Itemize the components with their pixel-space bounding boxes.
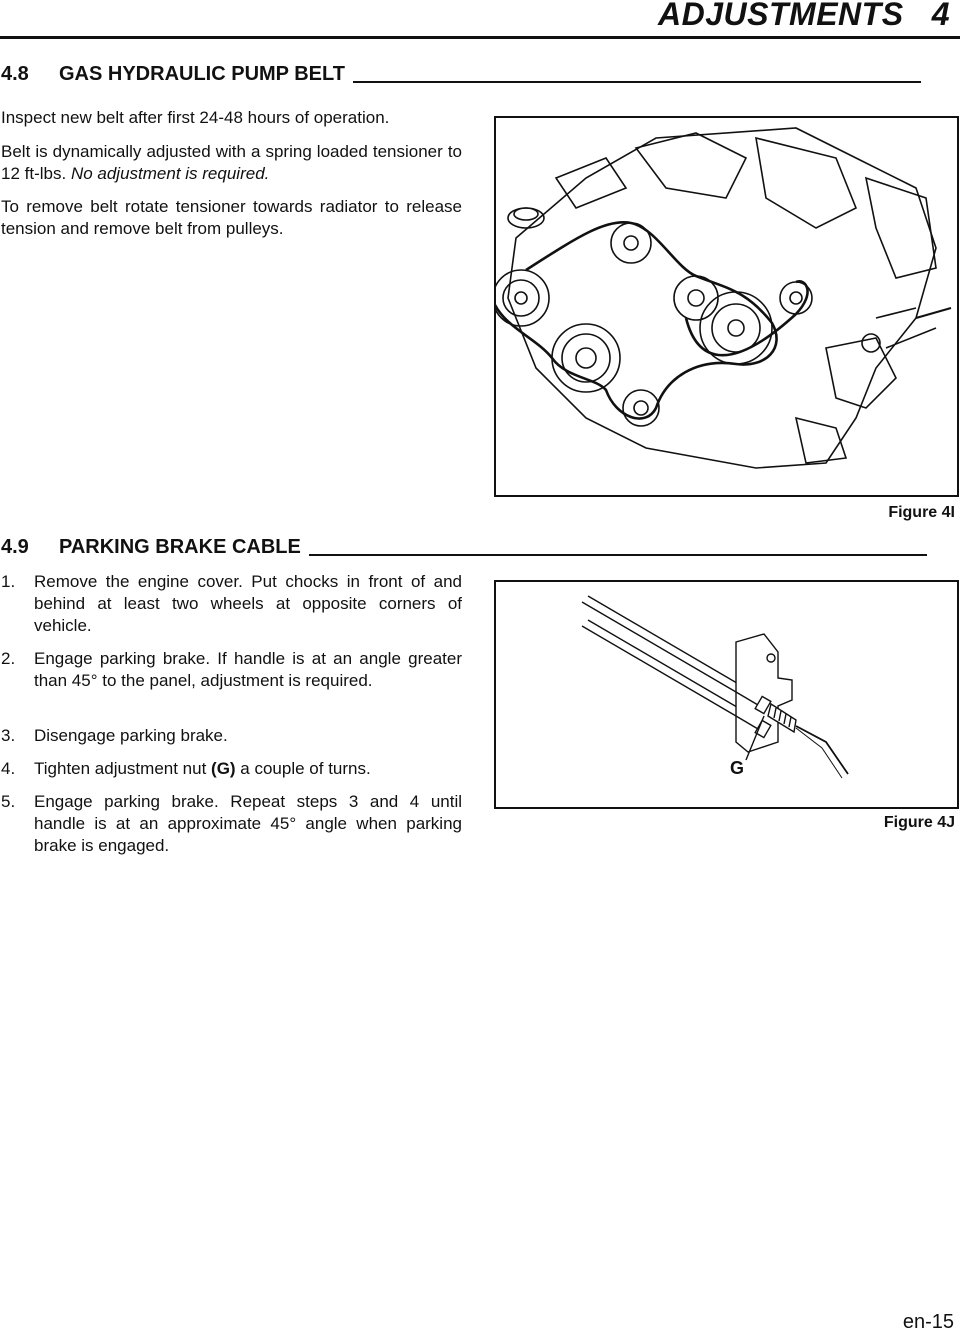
nut-reference: (G): [211, 759, 236, 778]
step-5: [1, 791, 462, 857]
page-header-title: ADJUSTMENTS 4: [658, 0, 950, 32]
step-text-after: a couple of turns.: [235, 759, 371, 778]
step-text-before: Tighten adjustment nut: [34, 759, 212, 778]
step-number: 3.: [1, 726, 16, 745]
figure-4i-frame: [494, 116, 959, 497]
section-title: GAS HYDRAULIC PUMP BELT: [59, 63, 345, 85]
step-text: Engage parking brake. If handle is at an angle greater than 45° to the panel, adjustment is required.: [34, 649, 462, 690]
section-heading-4-8: [1, 63, 921, 86]
step-text: Engage parking brake. Repeat steps 3 and 4 until handle is at an approximate 45° angle when parking brake is engaged.: [34, 792, 462, 855]
section-heading-4-9: [1, 536, 927, 559]
belt-adjusted-text: Belt is dynamically adjusted with a spring loaded tensioner to 12 ft-lbs.: [1, 142, 462, 183]
step-number: 5.: [1, 792, 16, 811]
parking-brake-cable-illustration: [496, 582, 957, 807]
section-number: 4.8: [1, 63, 29, 85]
figure-4i-caption: Figure 4I: [888, 504, 955, 521]
figure-4j-frame: [494, 580, 959, 809]
paragraph-belt-adjusted: [1, 141, 462, 185]
step-number: 4.: [1, 759, 16, 778]
paragraph-remove-belt: To remove belt rotate tensioner towards radiator to release tension and remove belt from pulleys.: [1, 197, 462, 238]
step-4: [1, 758, 462, 780]
header-rule: [0, 36, 960, 39]
step-text: Disengage parking brake.: [34, 726, 228, 745]
heading-rule: [309, 554, 927, 556]
section-title: PARKING BRAKE CABLE: [59, 536, 301, 558]
page-number: en-15: [902, 1311, 954, 1333]
paragraph-inspect: Inspect new belt after first 24-48 hours of operation.: [1, 108, 390, 127]
step-1: [1, 571, 462, 637]
step-2: [1, 648, 462, 692]
step-number: 2.: [1, 649, 16, 668]
step-text: [34, 758, 462, 780]
step-number: 1.: [1, 572, 16, 591]
engine-belt-illustration: [496, 118, 957, 495]
section-number: 4.9: [1, 536, 29, 558]
heading-rule: [353, 81, 921, 83]
no-adjustment-note: No adjustment is required.: [70, 164, 270, 183]
step-3: [1, 725, 462, 747]
label-g: G: [730, 758, 745, 778]
step-text: Remove the engine cover. Put chocks in front of and behind at least two wheels at opposite corners of vehicle.: [34, 572, 462, 635]
figure-4j-caption: Figure 4J: [883, 814, 955, 831]
